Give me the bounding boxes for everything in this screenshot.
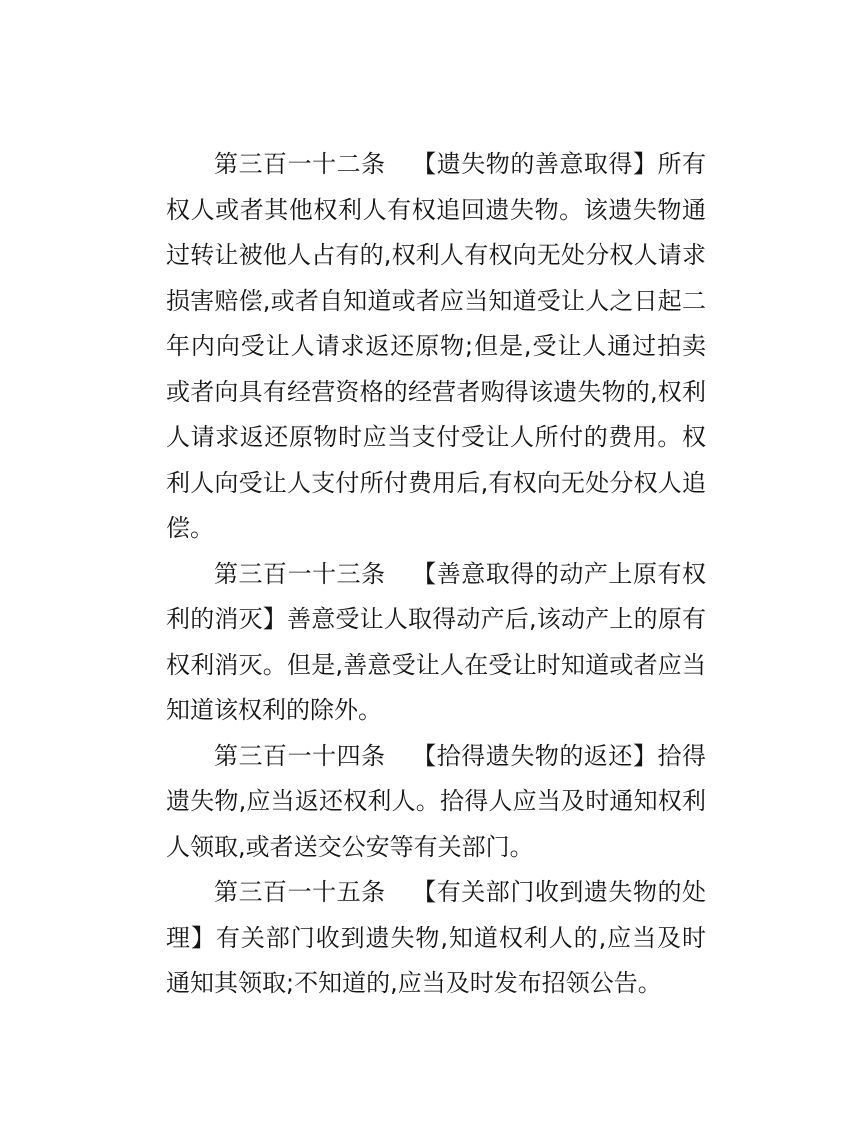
article-number: 第三百一十四条 xyxy=(214,741,386,770)
article-title: 【有关部门收到遗失物的处理】 xyxy=(166,878,707,952)
document-page xyxy=(166,142,706,1007)
article-314 xyxy=(166,734,706,871)
article-313 xyxy=(166,552,706,734)
article-body: 有关部门收到遗失物,知道权利人的,应当及时通知其领取;不知道的,应当及时发布招领公告。 xyxy=(166,923,706,997)
article-315 xyxy=(166,870,706,1007)
article-body: 拾得遗失物,应当返还权利人。拾得人应当及时通知权利人领取,或者送交公安等有关部门。 xyxy=(166,741,707,861)
article-number: 第三百一十三条 xyxy=(214,559,386,588)
article-number: 第三百一十五条 xyxy=(214,878,386,906)
article-title: 【拾得遗失物的返还】 xyxy=(411,741,658,770)
article-title: 【遗失物的善意取得】 xyxy=(411,150,658,178)
article-body: 善意受让人取得动产后,该动产上的原有权利消灭。但是,善意受让人在受让时知道或者应当知道该权利的除外。 xyxy=(166,605,706,724)
article-312 xyxy=(166,142,706,552)
article-number: 第三百一十二条 xyxy=(214,150,386,178)
article-title: 【善意取得的动产上原有权利的消灭】 xyxy=(166,559,707,633)
article-body: 所有权人或者其他权利人有权追回遗失物。该遗失物通过转让被他人占有的,权利人有权向无处分权人请求损害赔偿,或者自知道或者应当知道受让人之日起二年内向受让人请求返还原物;但是,受让人通过拍卖或者向具有经营资格的经营者购得该遗失物的,权利人请求返还原物时应当支付受让人所付的费用。权利人向受让人支付所付费用后,有权向无处分权人追偿。 xyxy=(166,150,707,542)
